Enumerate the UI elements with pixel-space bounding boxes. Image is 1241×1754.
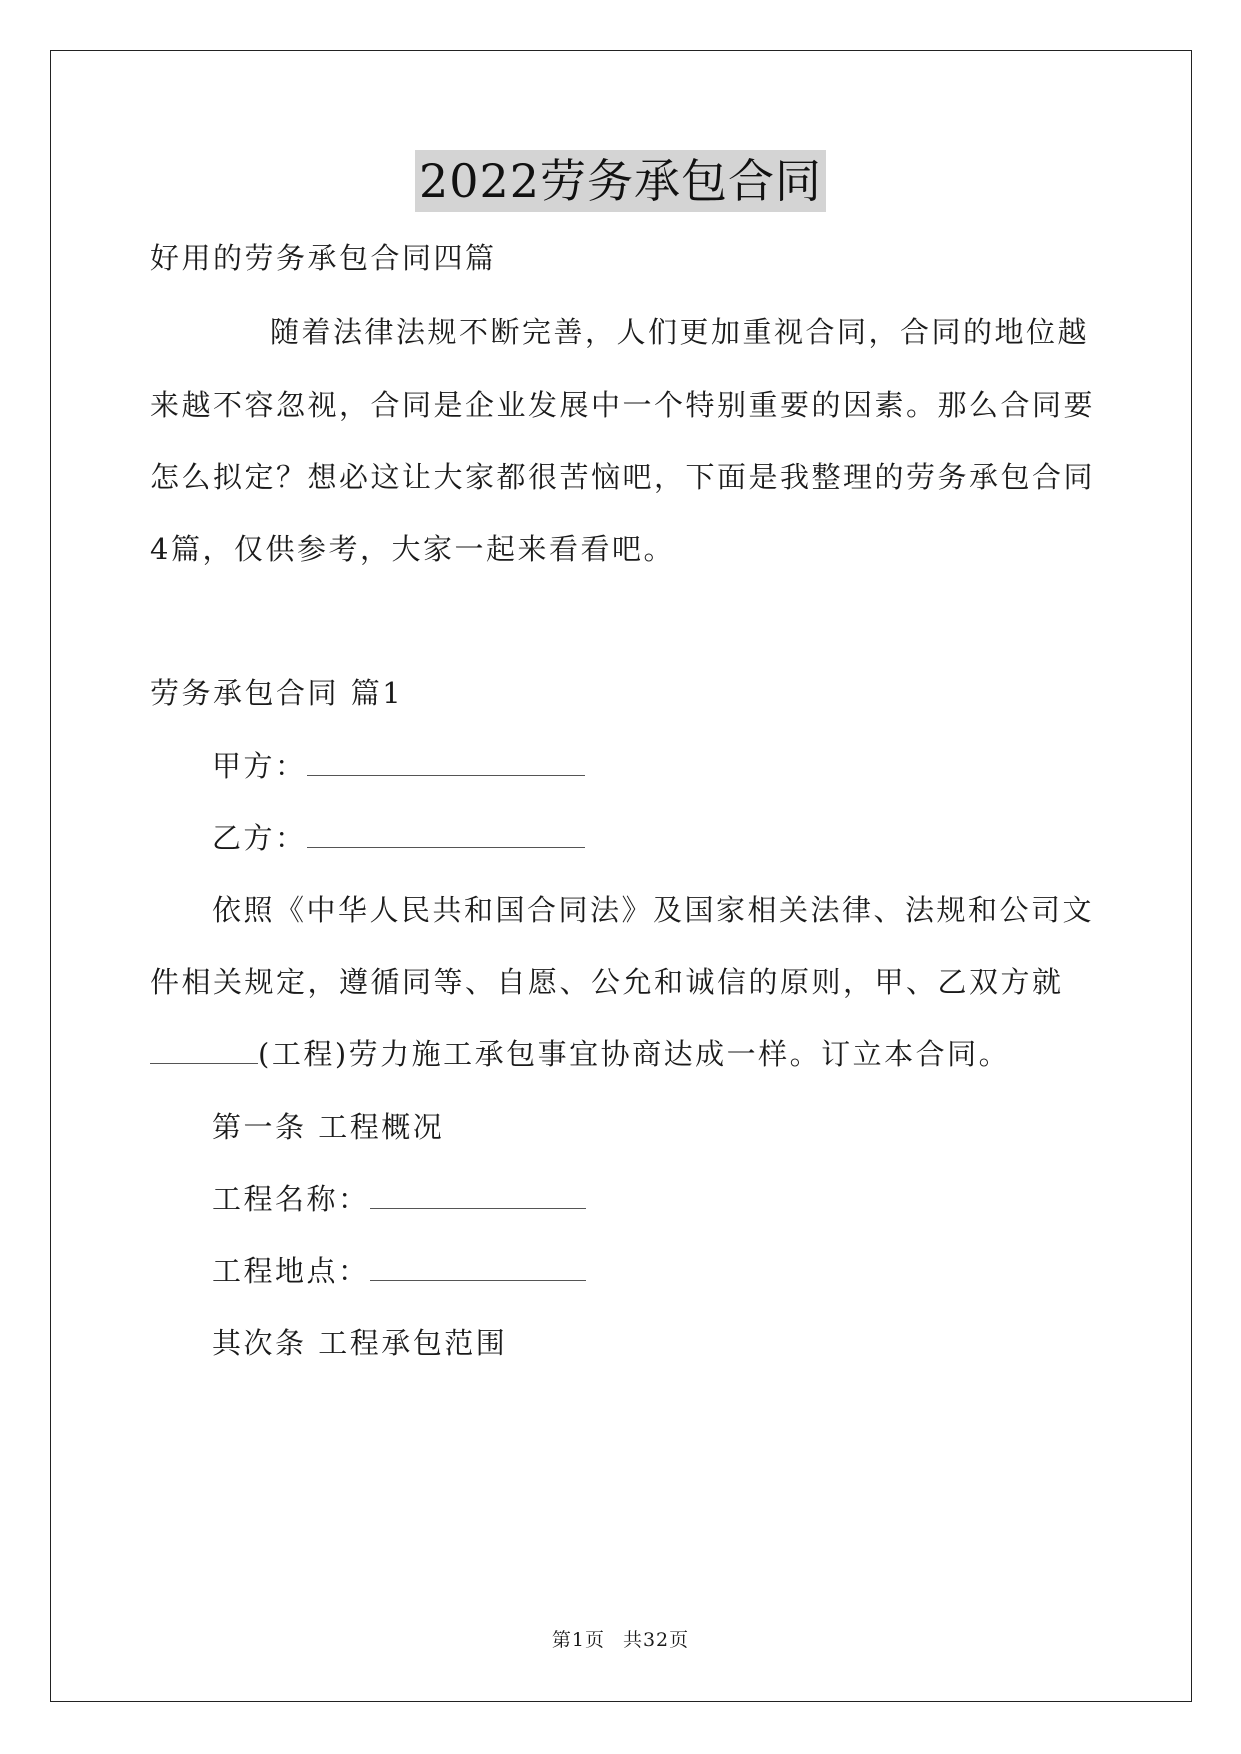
intro-line-1: 随着法律法规不断完善，人们更加重视合同，合同的地位越	[270, 315, 1090, 349]
page-border	[50, 50, 1192, 1702]
party-b-row	[212, 818, 1152, 858]
project-location-blank[interactable]	[370, 1252, 586, 1281]
project-name-label: 工程名称：	[212, 1182, 370, 1216]
article-2-heading: 其次条 工程承包范围	[212, 1326, 508, 1360]
page-footer	[0, 1628, 1241, 1652]
page-number: 第1页	[551, 1629, 605, 1651]
project-location-row	[212, 1251, 1152, 1291]
party-b-blank[interactable]	[307, 819, 585, 848]
project-blank-inline[interactable]	[150, 1035, 258, 1064]
basis-line-2: 件相关规定，遵循同等、自愿、公允和诚信的原则，甲、乙双方就	[150, 965, 1064, 999]
project-name-blank[interactable]	[370, 1180, 586, 1209]
intro-line-2: 来越不容忽视，合同是企业发展中一个特别重要的因素。那么合同要	[150, 388, 1096, 422]
party-b-label: 乙方：	[212, 821, 307, 855]
page-total: 共32页	[622, 1629, 690, 1651]
article-1-heading: 第一条 工程概况	[212, 1110, 445, 1144]
title-wrap	[0, 150, 1241, 212]
document-title: 2022劳务承包合同	[415, 150, 826, 212]
intro-line-4: 4篇，仅供参考，大家一起来看看吧。	[150, 532, 675, 566]
project-name-row	[212, 1179, 1152, 1219]
party-a-blank[interactable]	[307, 747, 585, 776]
section-heading: 劳务承包合同 篇1	[150, 676, 404, 710]
intro-line-3: 怎么拟定？想必这让大家都很苦恼吧，下面是我整理的劳务承包合同	[150, 460, 1096, 494]
basis-line-3-row	[150, 1034, 1090, 1074]
party-a-label: 甲方：	[212, 749, 307, 783]
basis-line-1: 依照《中华人民共和国合同法》及国家相关法律、法规和公司文	[212, 893, 1095, 927]
party-a-row	[212, 746, 1152, 786]
project-location-label: 工程地点：	[212, 1254, 370, 1288]
basis-line-3: (工程)劳力施工承包事宜协商达成一样。订立本合同。	[258, 1037, 1011, 1071]
document-subtitle: 好用的劳务承包合同四篇	[150, 241, 497, 275]
